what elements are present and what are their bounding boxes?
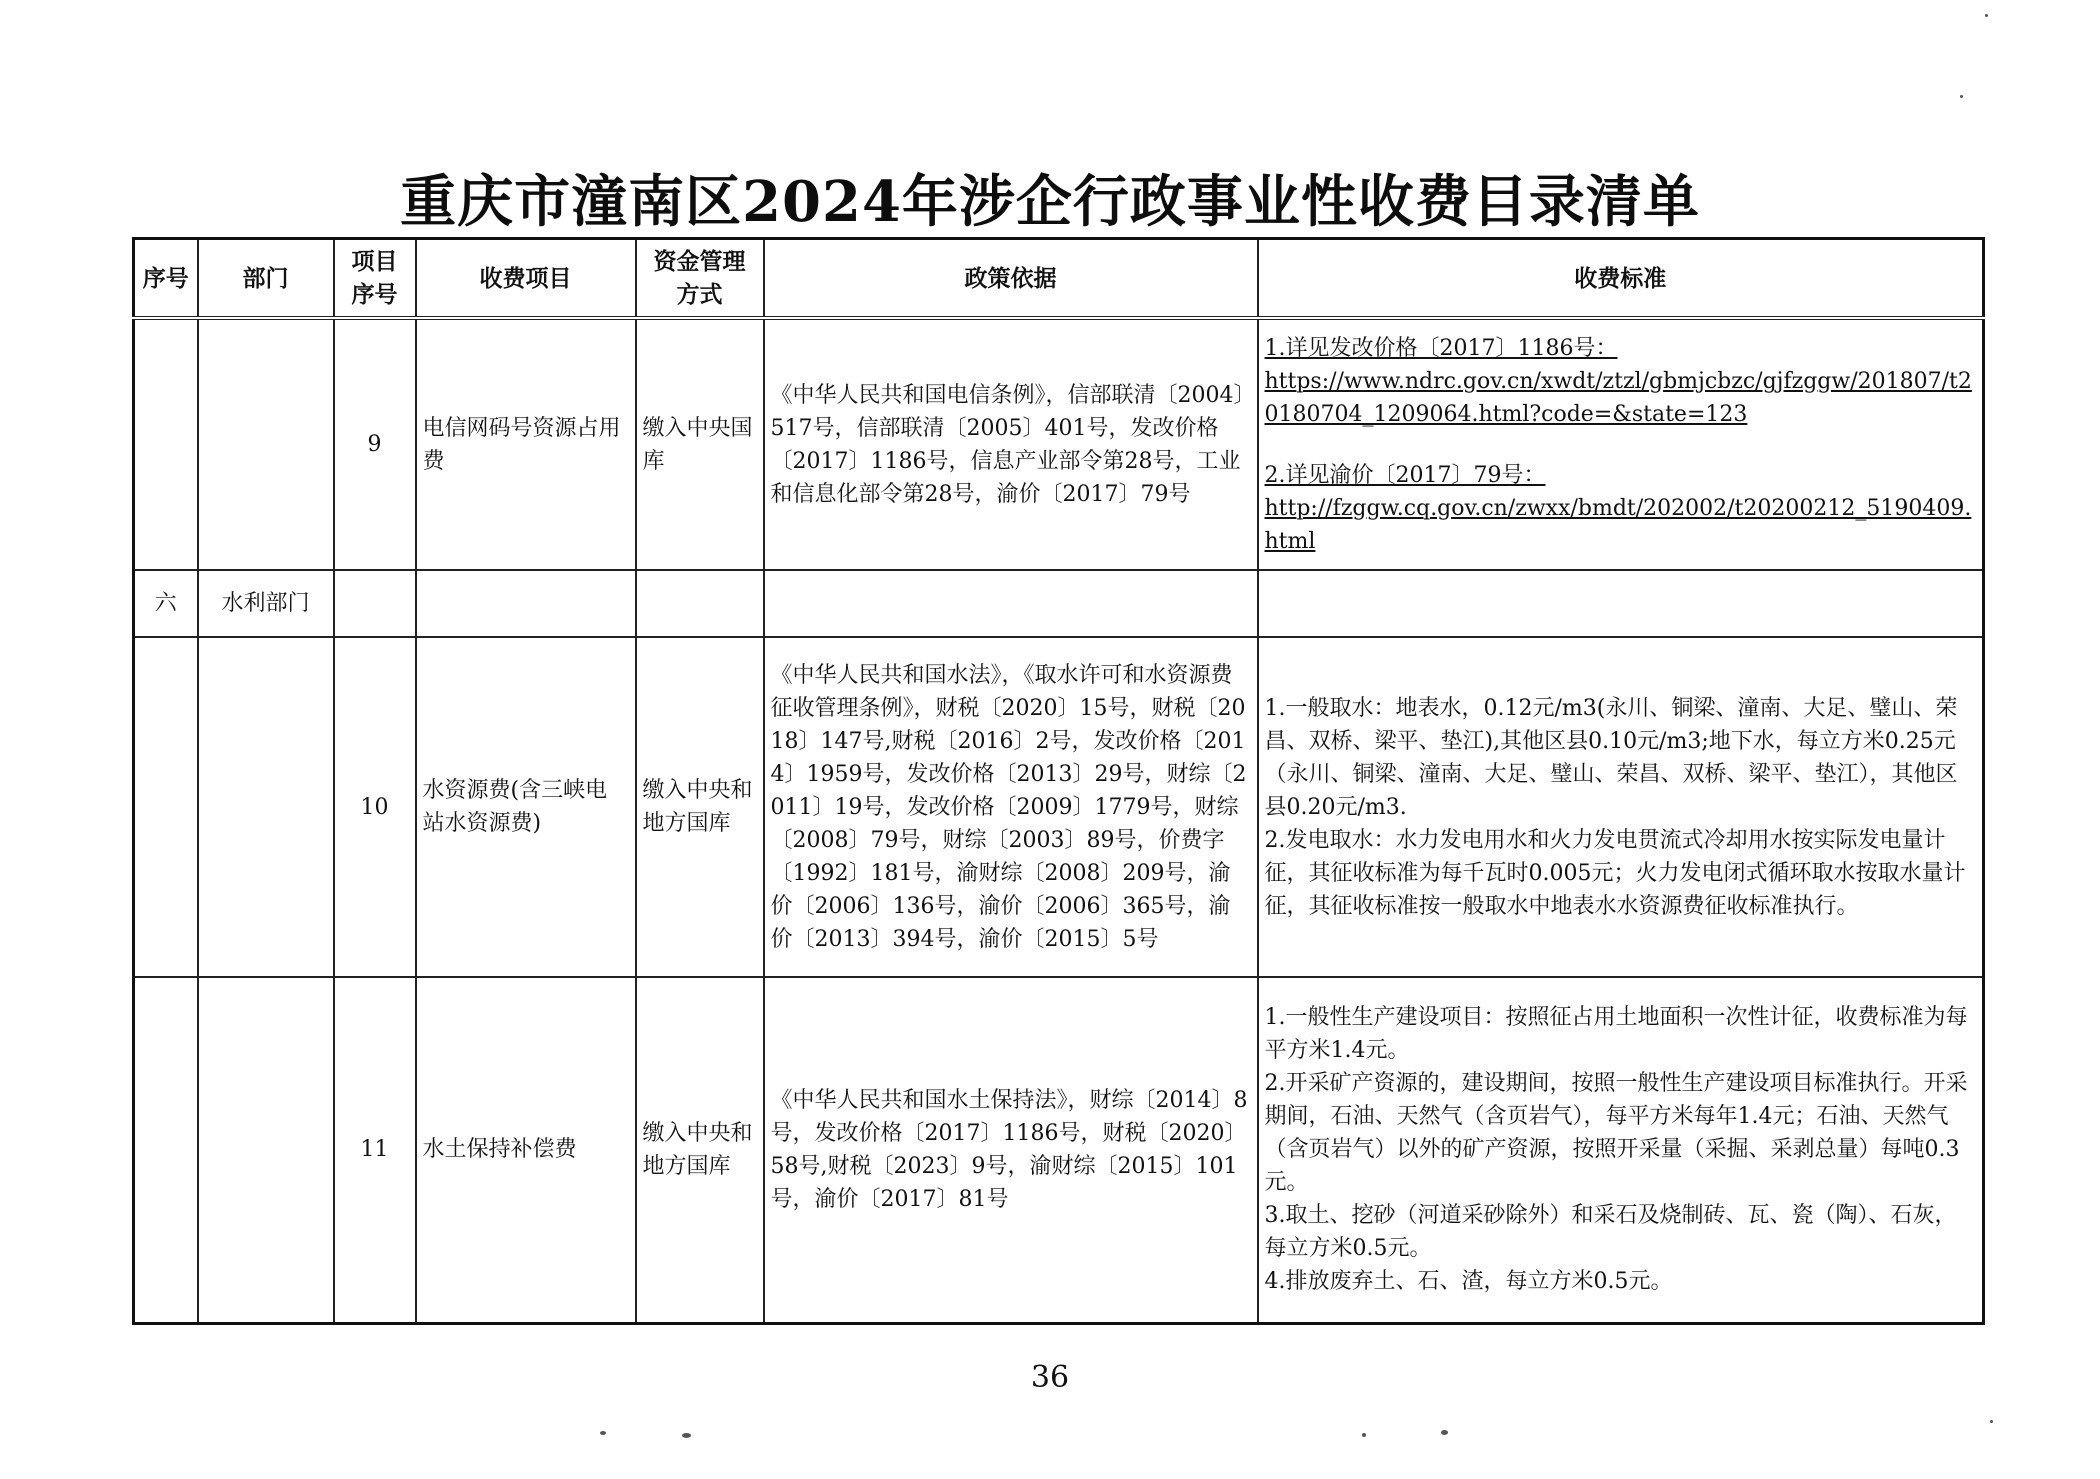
standard-line: 1.一般性生产建设项目：按照征占用土地面积一次性计征，收费标准为每平方米1.4元。 [1264,1005,1968,1064]
page-number: 36 [1030,1360,1070,1395]
row-item-seq: 9 [334,318,416,570]
empty-cell [1258,570,1984,637]
row-item-seq: 11 [334,977,416,1323]
header-dept: 部门 [198,239,334,319]
row-standard [1258,637,1984,977]
header-policy: 政策依据 [764,239,1258,319]
row-fee-item: 水土保持补偿费 [416,977,636,1323]
standard-line: 2.发电取水：水力发电用水和火力发电贯流式冷却用水按实际发电量计征，其征收标准为每千瓦时0.005元；火力发电闭式循环取水按取水量计征，其征收标准按一般取水中地表水水资源费征收标准执行。 [1264,827,1966,919]
scan-speck [682,1433,691,1438]
section-seq: 六 [134,570,198,637]
scan-speck [1985,14,1988,17]
row-policy: 《中华人民共和国电信条例》，信部联清〔2004〕517号，信部联清〔2005〕401号，发改价格〔2017〕1186号，信息产业部令第28号，工业和信息化部令第28号，渝价〔2017〕79号 [764,318,1258,570]
table-header-row [134,239,1984,319]
standard-link[interactable]: https://www.ndrc.gov.cn/xwdt/ztzl/gbmjcbzc/gjfzggw/201807/t20180704_1209064.html?code=&state=123 [1264,368,1972,427]
scan-speck [1362,1433,1366,1437]
empty-cell [764,570,1258,637]
header-item-seq: 项目序号 [334,239,416,319]
row-fund-mgmt: 缴入中央和地方国库 [636,637,764,977]
standard-line: 1.详见发改价格〔2017〕1186号： [1264,335,1618,361]
header-fund-mgmt: 资金管理方式 [636,239,764,319]
table-row [134,977,1984,1323]
scan-speck [1441,1430,1448,1435]
row-item-seq: 10 [334,637,416,977]
row-seq [134,637,198,977]
header-seq: 序号 [134,239,198,319]
row-policy: 《中华人民共和国水土保持法》，财综〔2014〕8号，发改价格〔2017〕1186号，财税〔2020〕58号,财税〔2023〕9号，渝财综〔2015〕101号，渝价〔2017〕81号 [764,977,1258,1323]
standard-line: 1.一般取水：地表水，0.12元/m3(永川、铜梁、潼南、大足、璧山、荣昌、双桥、梁平、垫江),其他区县0.10元/m3;地下水，每立方米0.25元（永川、铜梁、潼南、大足、璧山、荣昌、双桥、梁平、垫江），其他区县0.20元/m3. [1264,695,1958,820]
row-policy: 《中华人民共和国水法》，《取水许可和水资源费征收管理条例》，财税〔2020〕15号，财税〔2018〕147号,财税〔2016〕2号，发改价格〔2014〕1959号，发改价格〔2013〕29号，财综〔2011〕19号，发改价格〔2009〕1779号，财综〔2008〕79号，财综〔2003〕89号，价费字〔1992〕181号，渝财综〔2008〕209号，渝价〔2006〕136号，渝价〔2006〕365号，渝价〔2013〕394号，渝价〔2015〕5号 [764,637,1258,977]
row-standard [1258,977,1984,1323]
fee-catalog-table [132,237,1985,1325]
scan-speck [600,1431,606,1435]
empty-cell [334,570,416,637]
row-seq [134,318,198,570]
header-standard: 收费标准 [1258,239,1984,319]
empty-cell [636,570,764,637]
page-title: 重庆市潼南区2024年涉企行政事业性收费目录清单 [400,169,1700,235]
scan-speck [1990,1420,1993,1423]
table-row [134,637,1984,977]
standard-line: 4.排放废弃土、石、渣，每立方米0.5元。 [1264,1269,1673,1295]
row-dept [198,977,334,1323]
row-standard [1258,318,1984,570]
empty-cell [416,570,636,637]
row-fund-mgmt: 缴入中央国库 [636,318,764,570]
standard-line: 3.取土、挖砂（河道采砂除外）和采石及烧制砖、瓦、瓷（陶）、石灰，每立方米0.5元。 [1264,1203,1957,1262]
standard-line: 2.详见渝价〔2017〕79号： [1264,462,1546,488]
section-dept: 水利部门 [198,570,334,637]
standard-spacer [1265,431,1977,459]
row-fund-mgmt: 缴入中央和地方国库 [636,977,764,1323]
row-fee-item: 电信网码号资源占用费 [416,318,636,570]
header-fee-item: 收费项目 [416,239,636,319]
row-seq [134,977,198,1323]
row-dept [198,318,334,570]
section-row [134,570,1984,637]
table-row [134,318,1984,570]
row-fee-item: 水资源费(含三峡电站水资源费) [416,637,636,977]
row-dept [198,637,334,977]
standard-link[interactable]: http://fzggw.cq.gov.cn/zwxx/bmdt/202002/t20200212_5190409.html [1264,495,1972,554]
scan-speck [1960,95,1963,98]
standard-line: 2.开采矿产资源的，建设期间，按照一般性生产建设项目标准执行。开采期间，石油、天然气（含页岩气），每平方米每年1.4元；石油、天然气（含页岩气）以外的矿产资源，按照开采量（采掘、采剥总量）每吨0.3元。 [1264,1071,1968,1196]
